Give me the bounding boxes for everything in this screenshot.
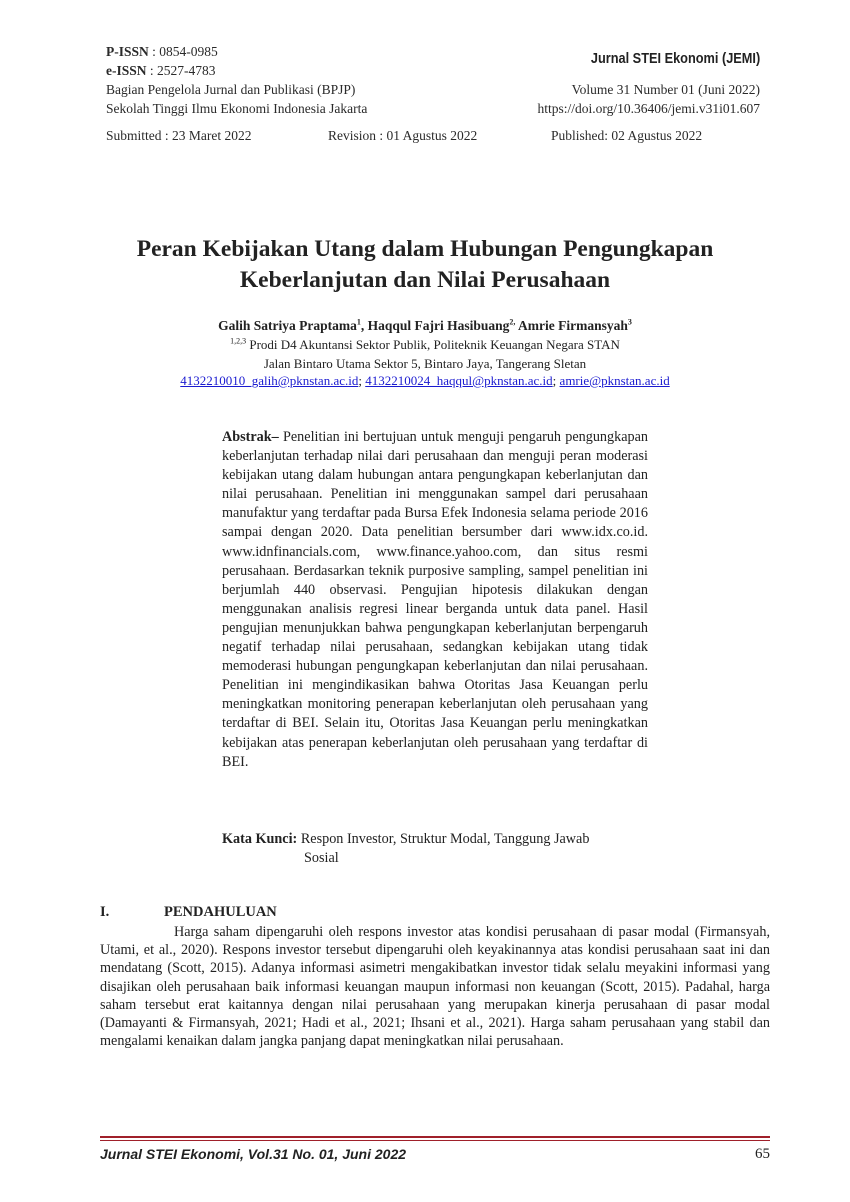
email-separator: ; xyxy=(552,373,560,388)
affiliation-text: Prodi D4 Akuntansi Sektor Publik, Politeknik Keuangan Negara STAN xyxy=(246,337,620,352)
affiliation xyxy=(60,336,790,353)
footer-journal: Jurnal STEI Ekonomi, Vol.31 No. 01, Juni 2022 xyxy=(100,1146,407,1162)
journal-name: Jurnal STEI Ekonomi (JEMI) xyxy=(590,50,760,67)
volume-info: Volume 31 Number 01 (Juni 2022) xyxy=(571,82,760,97)
p-issn-label: P-ISSN xyxy=(106,44,149,59)
footer-rule xyxy=(100,1136,770,1138)
author-name: Galih Satriya Praptama xyxy=(218,318,357,333)
author-separator: , xyxy=(360,318,368,333)
submitted-date: Submitted : 23 Maret 2022 xyxy=(106,128,252,143)
author-list xyxy=(60,318,790,334)
publisher: Bagian Pengelola Jurnal dan Publikasi (BPJP) xyxy=(106,82,356,97)
institution: Sekolah Tinggi Ilmu Ekonomi Indonesia Jakarta xyxy=(106,101,368,116)
section-number: I. xyxy=(100,904,110,920)
abstract-text: Penelitian ini bertujuan untuk menguji pengaruh pengungkapan keberlanjutan terhadap nilai dari perusahaan dan menguji peran moderasi kebijakan utang dalam hubungan antara pengungkapan keberlanjutan dan nilai perusahaan. Penelitian ini menggunakan sampel dari perusahaan manufaktur yang terdaftar pada Bursa Efek Indonesia selama periode 2016 sampai dengan 2020. Data penelitian bersumber dari www.idx.co.id. www.idnfinancials.com, www.finance.yahoo.com, dan situs resmi perusahaan. Berdasarkan teknik purposive sampling, sampel penelitian ini berjumlah 440 observasi. Pengujian hipotesis dilakukan dengan menggunakan analisis regresi linear berganda untuk data panel. Hasil pengujian menunjukkan bahwa pengungkapan keberlanjutan berpengaruh negatif terhadap nilai perusahaan, sedangkan kebijakan utang tidak memoderasi hubungan pengungkapan keberlanjutan dan nilai perusahaan. Penelitian ini mengindikasikan bahwa Otoritas Jasa Keuangan perlu meningkatkan monitoring penerapan keberlanjutan oleh perusahaan yang terdaftar di BEI. Selain itu, Otoritas Jasa Keuangan perlu meningkatkan kebijakan atas penerapan keberlanjutan oleh perusahaan yang terdaftar di BEI. xyxy=(222,429,648,770)
author-sup: 2, xyxy=(509,317,516,327)
e-issn-value: : 2527-4783 xyxy=(146,63,216,78)
author-sup: 3 xyxy=(627,317,632,327)
keywords-line2: Sosial xyxy=(304,850,339,867)
email-list xyxy=(60,372,790,389)
article-title-line1: Peran Kebijakan Utang dalam Hubungan Pengungkapan xyxy=(136,236,714,262)
author-sup: 1 xyxy=(356,317,361,327)
page-number: 65 xyxy=(755,1146,770,1162)
revision-date: Revision : 01 Agustus 2022 xyxy=(328,128,478,143)
section-heading: PENDAHULUAN xyxy=(164,904,277,920)
body-paragraph: Harga saham dipengaruhi oleh respons investor atas kondisi perusahaan di pasar modal (Firmansyah, Utami, et al., 2020). Respons investor tersebut dipengaruhi oleh keyakinannya atas kondisi perusahaan saat ini dan mendatang (Scott, 2015). Adanya informasi asimetri mengakibatkan investor tidak selalu meyakini informasi yang disajikan oleh perusahaan baik informasi keuangan maupun informasi non keuangan (Scott, 2015). Padahal, harga saham tersebut erat kaitannya dengan nilai perusahaan yang merupakan kinerja perusahaan di pasar modal (Damayanti & Firmansyah, 2021; Hadi et al., 2021; Ihsani et al., 2021). Harga saham perusahaan yang stabil dan mengalami kenaikan dalam jangka panjang dapat meningkatkan nilai perusahaan. xyxy=(100,924,770,1050)
email-link[interactable]: amrie@pknstan.ac.id xyxy=(559,373,670,388)
keywords-line1: Respon Investor, Struktur Modal, Tanggung Jawab xyxy=(297,831,590,847)
footer-rule-thin xyxy=(100,1140,770,1141)
published-date: Published: 02 Agustus 2022 xyxy=(551,128,703,143)
author-name: Amrie Firmansyah xyxy=(518,318,628,333)
affiliation-sup: 1,2,3 xyxy=(230,336,247,346)
email-link[interactable]: 4132210010_galih@pknstan.ac.id xyxy=(180,373,359,388)
p-issn xyxy=(106,43,218,60)
author-name: Haqqul Fajri Hasibuang xyxy=(367,318,510,333)
e-issn-label: e-ISSN xyxy=(106,63,147,78)
keywords-label: Kata Kunci: xyxy=(222,831,298,847)
article-title-line2: Keberlanjutan dan Nilai Perusahaan xyxy=(239,267,611,293)
doi-text: https://doi.org/10.36406/jemi.v31i01.607 xyxy=(537,101,760,116)
abstract xyxy=(222,428,648,772)
abstract-label: Abstrak– xyxy=(222,429,279,445)
email-link[interactable]: 4132210024_haqqul@pknstan.ac.id xyxy=(365,373,553,388)
keywords xyxy=(222,830,648,868)
article-title xyxy=(60,234,790,296)
address: Jalan Bintaro Utama Sektor 5, Bintaro Jaya, Tangerang Sletan xyxy=(263,356,587,371)
e-issn xyxy=(106,62,216,79)
p-issn-value: : 0854-0985 xyxy=(148,44,218,59)
email-separator: ; xyxy=(358,373,366,388)
